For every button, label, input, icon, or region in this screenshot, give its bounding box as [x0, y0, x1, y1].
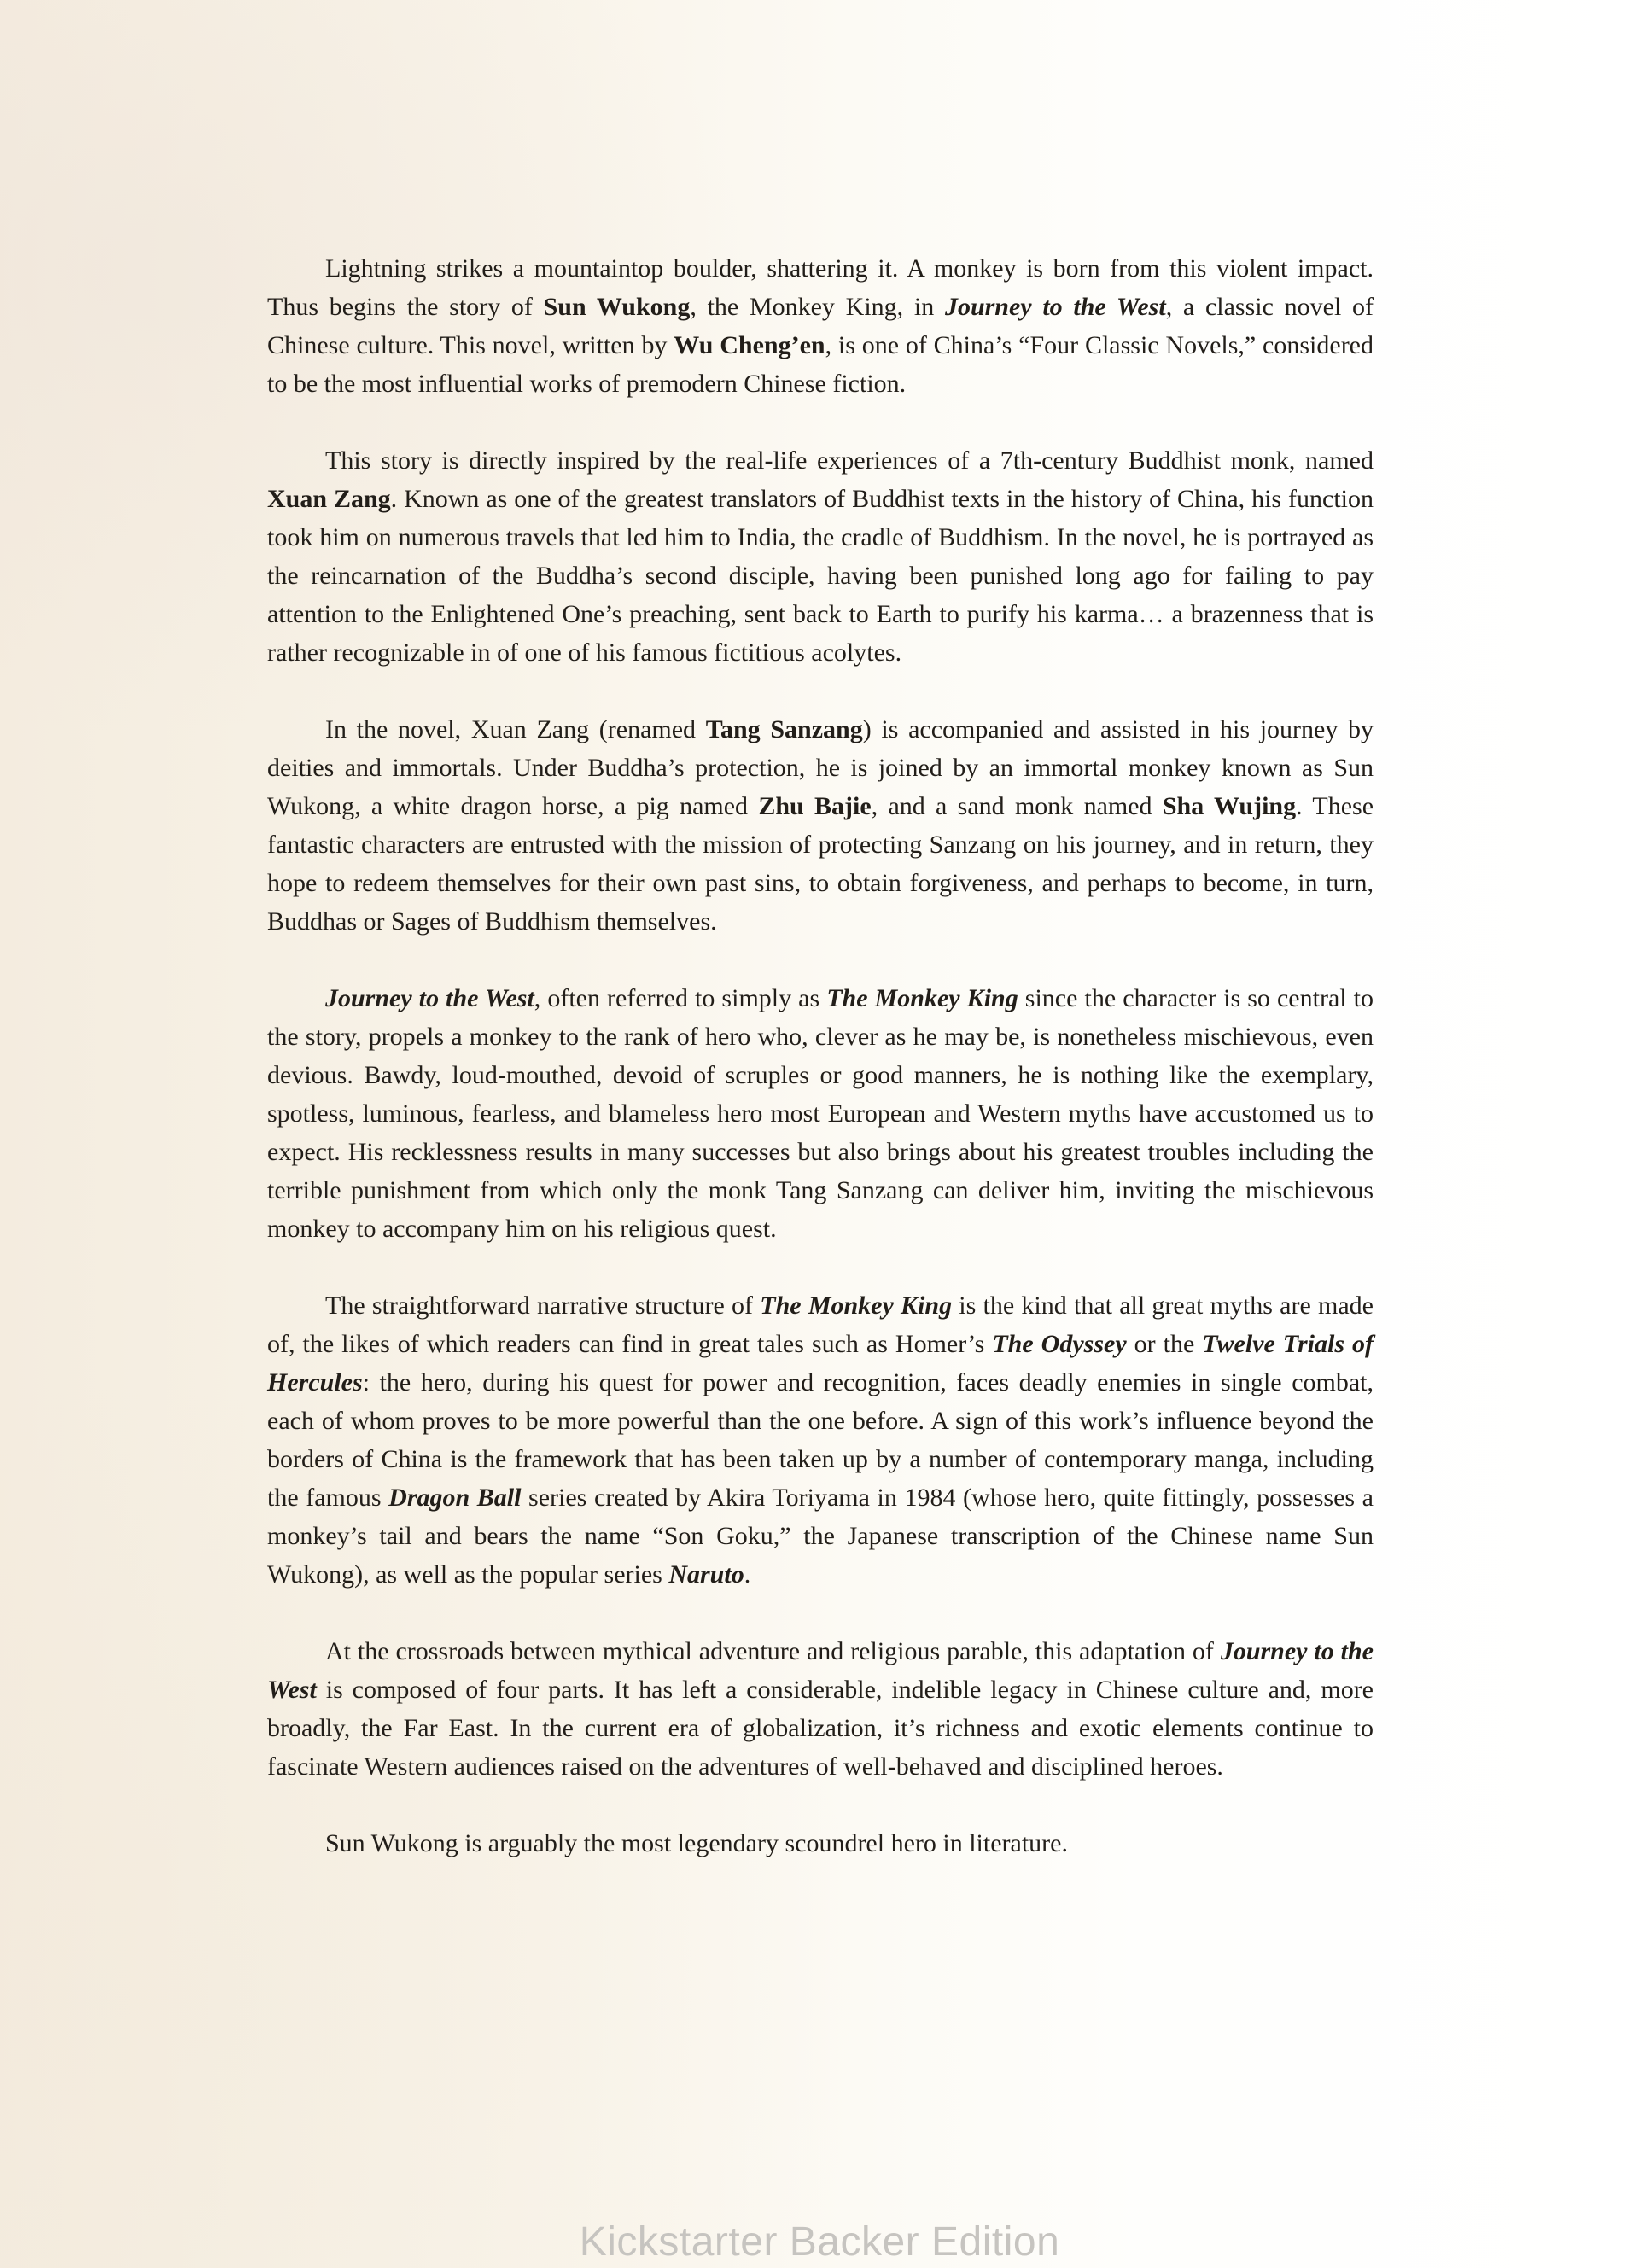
paragraph-6: At the crossroads between mythical adventure and religious parable, this adaptation of Journey to the West is composed of four parts. It has left a considerable, indelible legacy in Chinese culture and, more broadly, the Far East. In the current era of globalization, it’s richness and exotic elements continue to fascinate Western audiences raised on the adventures of well-behaved and disciplined heroes.	[267, 1637, 1374, 1781]
paragraph-7: Sun Wukong is arguably the most legendary scoundrel hero in literature.	[325, 1829, 1068, 1857]
kickstarter-backer-edition-label: Kickstarter Backer Edition	[579, 2219, 1060, 2265]
introduction-text	[267, 249, 1374, 1901]
paragraph-2: This story is directly inspired by the real-life experiences of a 7th-century Buddhist monk, named Xuan Zang. Known as one of the greatest translators of Buddhist texts in the history of China, his function took him on numerous travels that led him to India, the cradle of Buddhism. In the novel, he is portrayed as the reincarnation of the Buddha’s second disciple, having been punished long ago for failing to pay attention to the Enlightened One’s preaching, sent back to Earth to purify his karma… a brazenness that is rather recognizable in of one of his famous fictitious acolytes.	[267, 446, 1374, 667]
paragraph-4: Journey to the West, often referred to simply as The Monkey King since the character is so central to the story, propels a monkey to the rank of hero who, clever as he may be, is nonetheless mischievous, even devious. Bawdy, loud-mouthed, devoid of scruples or good manners, he is nothing like the exemplary, spotless, luminous, fearless, and blameless hero most European and Western myths have accustomed us to expect. His recklessness results in many successes but also brings about his greatest troubles including the terrible punishment from which only the monk Tang Sanzang can deliver him, inviting the mischievous monkey to accompany him on his religious quest.	[267, 984, 1374, 1243]
paragraph-3: In the novel, Xuan Zang (renamed Tang Sanzang) is accompanied and assisted in his journey by deities and immortals. Under Buddha’s protection, he is joined by an immortal monkey known as Sun Wukong, a white dragon horse, a pig named Zhu Bajie, and a sand monk named Sha Wujing. These fantastic characters are entrusted with the mission of protecting Sanzang on his journey, and in return, they hope to redeem themselves for their own past sins, to obtain forgiveness, and perhaps to become, in turn, Buddhas or Sages of Buddhism themselves.	[267, 715, 1374, 936]
paragraph-1: Lightning strikes a mountaintop boulder, shattering it. A monkey is born from this violent impact. Thus begins the story of Sun Wukong, the Monkey King, in Journey to the West, a classic novel of Chinese culture. This novel, written by Wu Cheng’en, is one of China’s “Four Classic Novels,” considered to be the most influential works of premodern Chinese fiction.	[267, 254, 1374, 398]
paragraph-5: The straightforward narrative structure of The Monkey King is the kind that all great myths are made of, the likes of which readers can find in great tales such as Homer’s The Odyssey or the Twelve Trials of Hercules: the hero, during his quest for power and recognition, faces deadly enemies in single combat, each of whom proves to be more powerful than the one before. A sign of this work’s influence beyond the borders of China is the framework that has been taken up by a number of contemporary manga, including the famous Dragon Ball series created by Akira Toriyama in 1984 (whose hero, quite fittingly, possesses a monkey’s tail and bears the name “Son Goku,” the Japanese transcription of the Chinese name Sun Wukong), as well as the popular series Naruto.	[267, 1291, 1374, 1589]
edition-footer	[0, 2220, 1639, 2265]
